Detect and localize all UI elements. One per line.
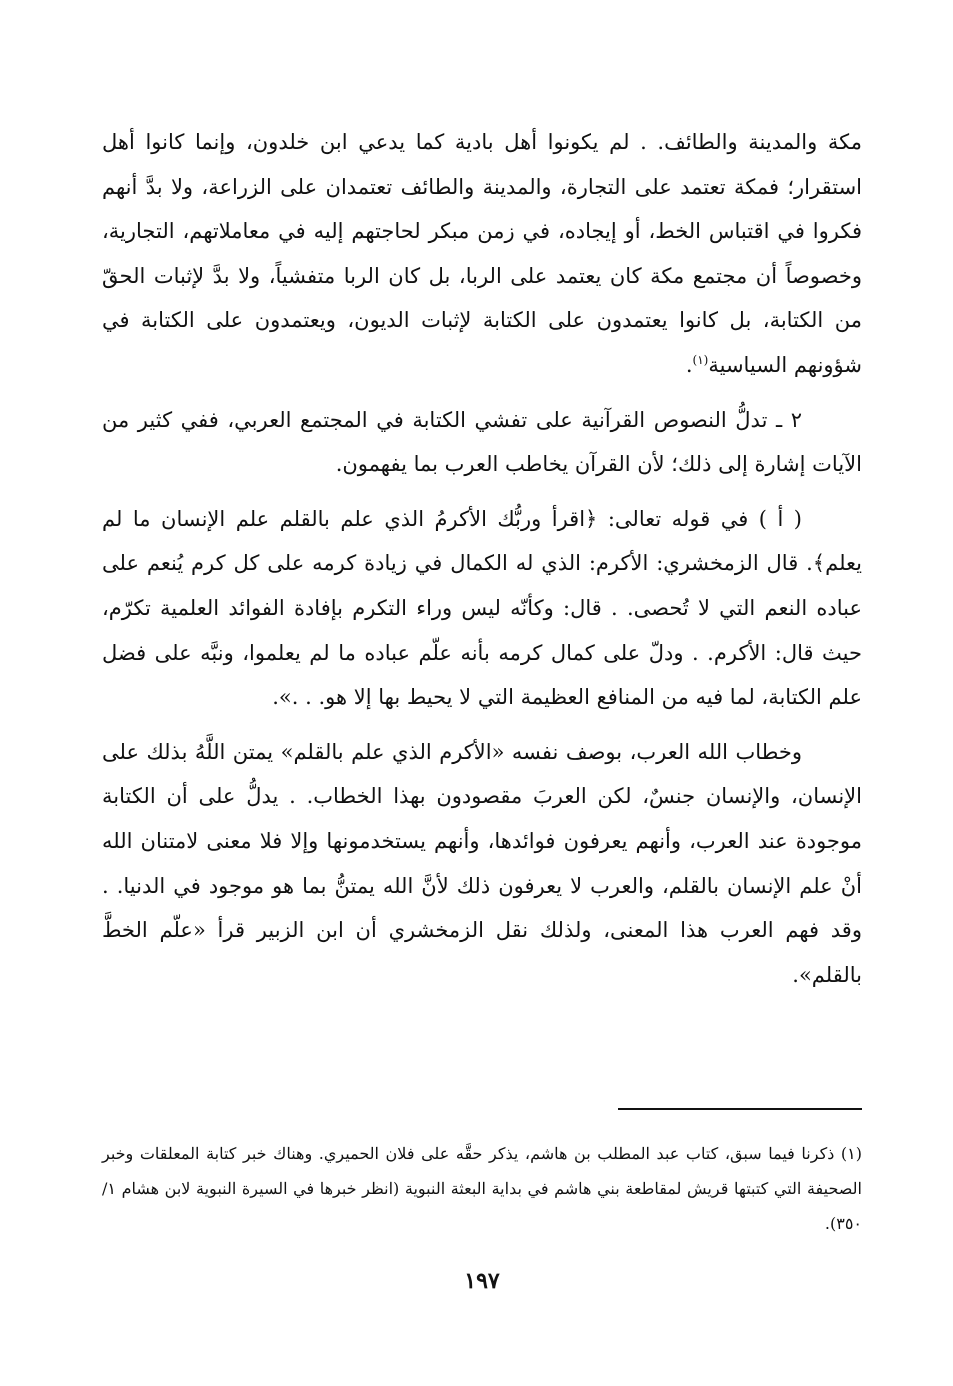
paragraph-3: ( أ ) في قوله تعالى: ﴿اقرأ وربُّك الأكرمُ الذي علم بالقلم علم الإنسان ما لم يعلم﴾. قال الزمخشري: الأكرم: الذي له الكمال في زيادة كرمه على كل كرم يُنعم على عباده النعم التي لا تُحصى. . قال: وكأنّه ليس وراء التكرم بإفادة الفوائد العلمية تكرّم، حيث قال: الأكرم. . ودلّ على كمال كرمه بأنه علّم عباده ما لم يعلموا، ونبَّه على فضل علم الكتابة، لما فيه من المنافع العظيمة التي لا يحيط بها إلا هو. . .». <box>102 506 862 710</box>
paragraph-2: ٢ ـ تدلُّ النصوص القرآنية على تفشي الكتابة في المجتمع العربي، ففي كثير من الآيات إشارة إلى ذلك؛ لأن القرآن يخاطب العرب بما يفهمون. <box>102 407 862 477</box>
footnote-reference: (١) <box>692 352 709 367</box>
page-body <box>102 120 862 1360</box>
paragraph-1-text: مكة والمدينة والطائف. . لم يكونوا أهل بادية كما يدعي ابن خلدون، وإنما كانوا أهل استقرار؛ فمكة تعتمد على التجارة، والمدينة والطائف تعتمدان على الزراعة، ولا بدَّ أنهم فكروا في اقتباس الخط، أو إيجاده، في زمن مبكر لحاجتهم إليه في معاملاتهم، التجارية، وخصوصاً أن مجتمع مكة كان يعتمد على الربا، بل كان الربا متفشياً، ولا بدَّ لإثبات الحقّ من الكتابة، بل كانوا يعتمدون على الكتابة لإثبات الديون، ويعتمدون على الكتابة في شؤونهم السياسية <box>102 130 862 377</box>
paragraph-1-end: . <box>685 352 693 377</box>
paragraph-4: وخطاب الله العرب، بوصف نفسه «الأكرم الذي علم بالقلم» يمتن اللَّهُ بذلك على الإنسان، والإنسان جنسٌ، لكن العربَ مقصودون بهذا الخطاب. . يدلُّ على أن الكتابة موجودة عند العرب، وأنهم يعرفون فوائدها، وأنهم يستخدمونها وإلا فلا معنى لامتنان الله أنْ علم الإنسان بالقلم، والعرب لا يعرفون ذلك لأنَّ الله يمتنُّ بما هو موجود في الدنيا. . وقد فهم العرب هذا المعنى، ولذلك نقل الزمخشري أن ابن الزبير قرأ «علّم الخطَّ بالقلم». <box>102 739 862 987</box>
paragraph-1 <box>102 120 862 388</box>
footnote: (١) ذكرنا فيما سبق، كتاب عبد المطلب بن هاشم، يذكر حقَّه على فلان الحميري. وهناك خبر كتابة المعلقات وخبر الصحيفة التي كتبتها قريش لمقاطعة بني هاشم في بداية البعثة النبوية (انظر خبرها في السيرة النبوية لابن هشام ١/ ٣٥٠). <box>102 1144 863 1233</box>
footnote-divider <box>618 1108 862 1110</box>
page-number: ١٩٧ <box>464 1268 500 1294</box>
